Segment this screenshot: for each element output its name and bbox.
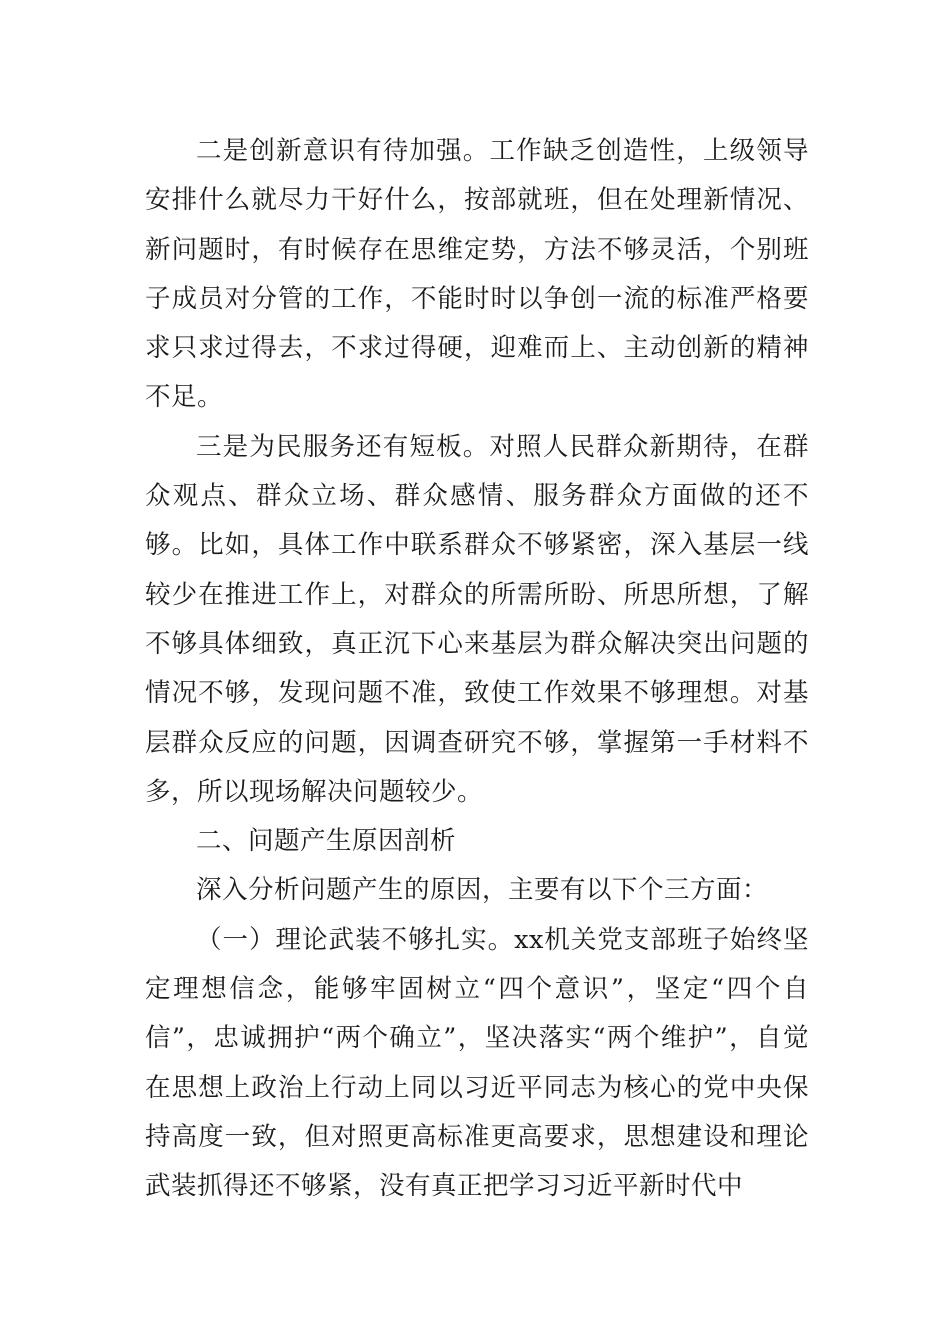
paragraph-cause-intro: 深入分析问题产生的原因，主要有以下个三方面： [196, 875, 769, 906]
paragraph-innovation-awareness: 二是创新意识有待加强。工作缺乏创造性，上级领导安排什么就尽力干好什么，按部就班，但在处理新情况、新问题时，有时候存在思维定势，方法不够灵活，个别班子成员对分管的工作，不能时时以争创一流的标准严格要求只求过得去，不求过得硬，迎难而上、主动创新的精神不足。 [145, 136, 809, 413]
section-heading-cause-analysis: 二、问题产生原因剖析 [196, 826, 457, 857]
paragraph-serving-people: 三是为民服务还有短板。对照人民群众新期待，在群众观点、群众立场、群众感情、服务群众方面做的还不够。比如，具体工作中联系群众不够紧密，深入基层一线较少在推进工作上，对群众的所需所盼、所思所想，了解不够具体细致，真正沉下心来基层为群众解决突出问题的情况不够，发现问题不准，致使工作效果不够理想。对基层群众反应的问题，因调查研究不够，掌握第一手材料不多，所以现场解决问题较少。 [145, 431, 809, 807]
paragraph-theory-armament: （一）理论武装不够扎实。xx机关党支部班子始终坚定理想信念，能够牢固树立“四个意识”，坚定“四个自信”，忠诚拥护“两个确立”，坚决落实“两个维护”，自觉在思想上政治上行动上同以习近平同志为核心的党中央保持高度一致，但对照更高标准更高要求，思想建设和理论武装抓得还不够紧，没有真正把学习习近平新时代中 [145, 924, 809, 1202]
document-body [145, 127, 809, 1212]
